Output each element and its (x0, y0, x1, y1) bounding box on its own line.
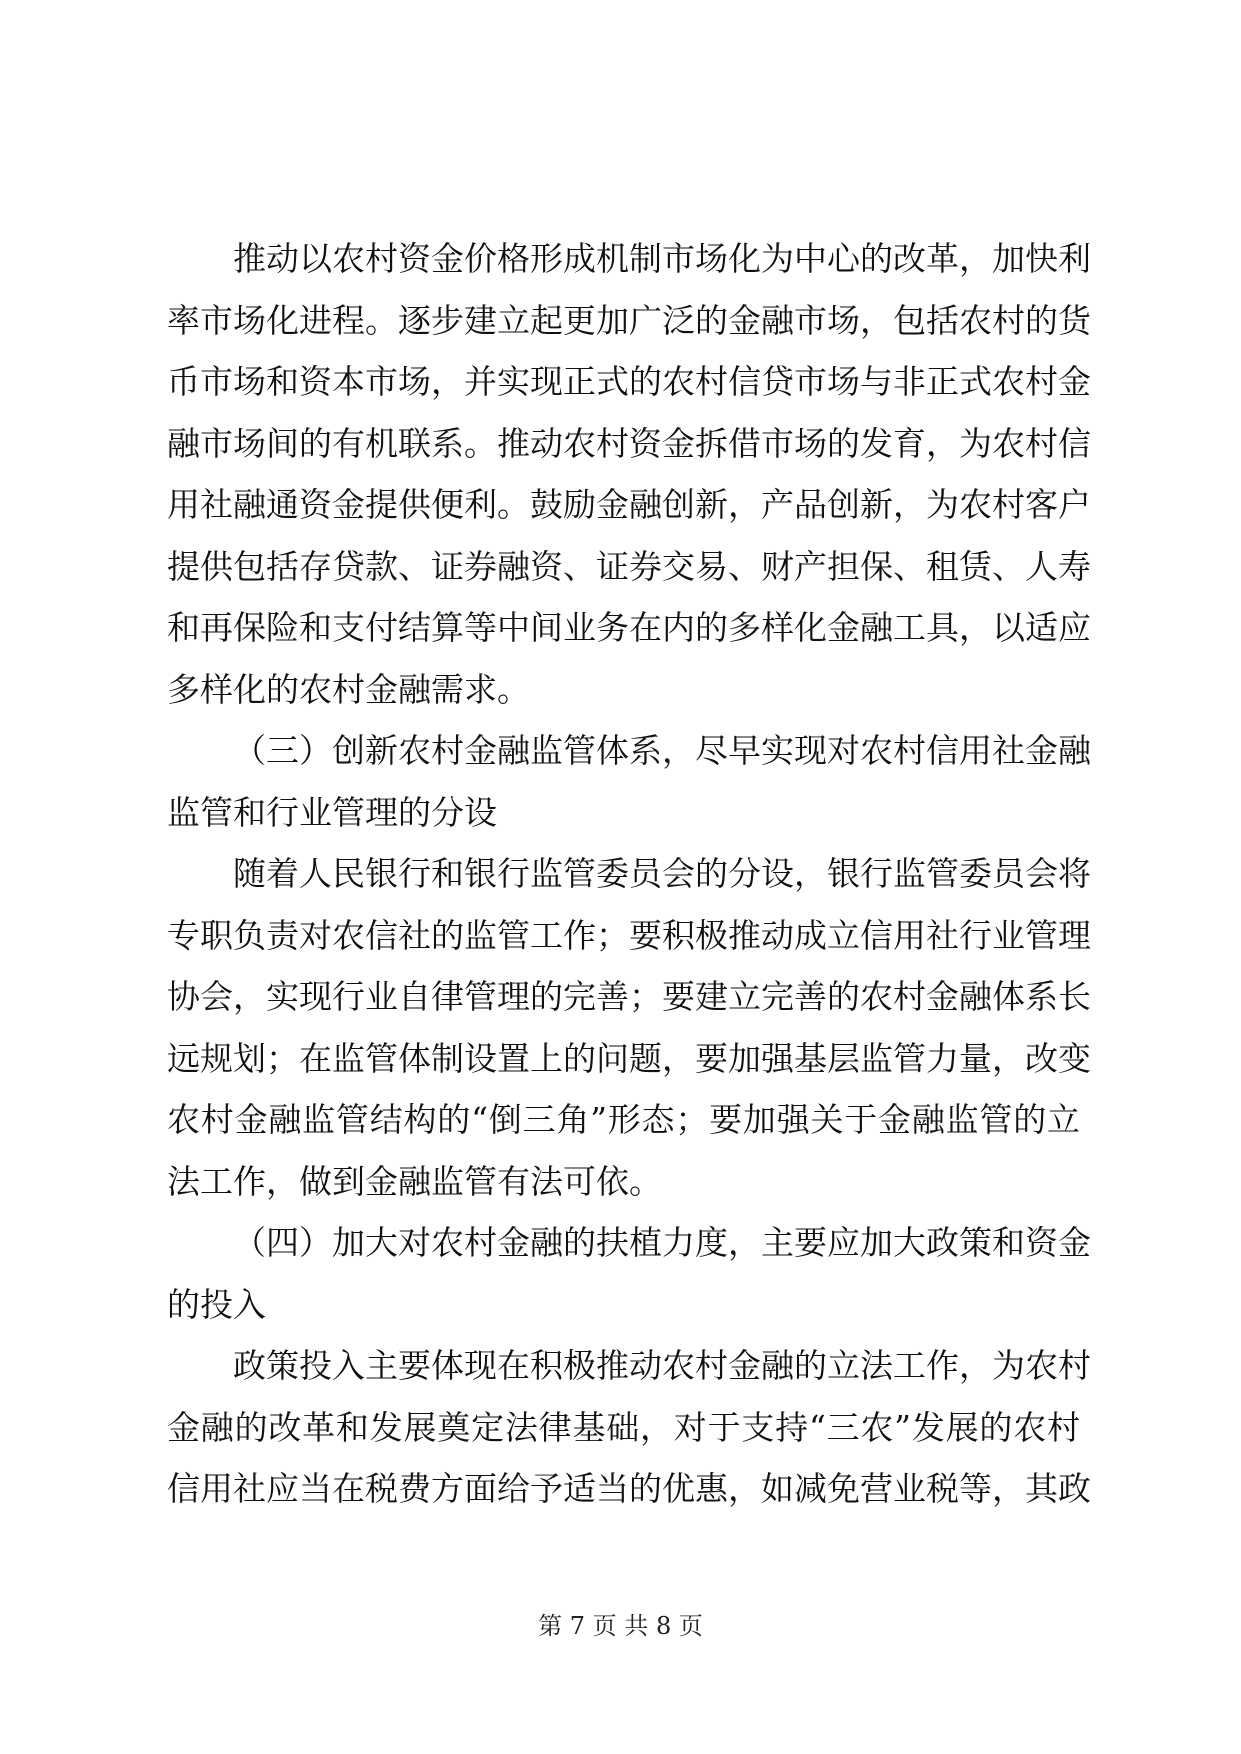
text-line: 协会，实现行业自律管理的完善；要建立完善的农村金融体系长 (167, 977, 1091, 1016)
text-line: 币市场和资本市场，并实现正式的农村信贷市场与非正式农村金 (167, 362, 1091, 401)
text-line: （四）加大对农村金融的扶植力度，主要应加大政策和资金 (233, 1223, 1091, 1262)
text-line: 政策投入主要体现在积极推动农村金融的立法工作，为农村 (233, 1346, 1091, 1385)
text-line: 监管和行业管理的分设 (167, 792, 497, 832)
text-line: 法工作，做到金融监管有法可依。 (167, 1161, 662, 1201)
text-line: 远规划；在监管体制设置上的问题，要加强基层监管力量，改变 (167, 1038, 1091, 1078)
text-line: 率市场化进程。逐步建立起更加广泛的金融市场，包括农村的货 (167, 300, 1091, 340)
text-line: 信用社应当在税费方面给予适当的优惠，如减免营业税等，其政 (167, 1469, 1091, 1508)
text-line: 推动以农村资金价格形成机制市场化为中心的改革，加快利 (233, 239, 1091, 278)
text-line: 专职负责对农信社的监管工作；要积极推动成立信用社行业管理 (167, 915, 1091, 955)
text-line: 农村金融监管结构的“倒三角”形态；要加强关于金融监管的立 (167, 1100, 1080, 1139)
text-line: 金融的改革和发展奠定法律基础，对于支持“三农”发展的农村 (167, 1407, 1080, 1447)
text-line: 多样化的农村金融需求。 (167, 669, 530, 709)
page-footer: 第 7 页 共 8 页 (538, 1612, 703, 1640)
text-line: （三）创新农村金融监管体系，尽早实现对农村信用社金融 (233, 731, 1091, 770)
document-body (167, 228, 1091, 1520)
text-line: 随着人民银行和银行监管委员会的分设，银行监管委员会将 (233, 854, 1091, 893)
text-line: 提供包括存贷款、证券融资、证券交易、财产担保、租赁、人寿 (167, 546, 1091, 586)
text-line: 用社融通资金提供便利。鼓励金融创新，产品创新，为农村客户 (167, 485, 1091, 524)
text-line: 的投入 (167, 1284, 266, 1324)
text-line: 融市场间的有机联系。推动农村资金拆借市场的发育，为农村信 (167, 423, 1091, 463)
text-line: 和再保险和支付结算等中间业务在内的多样化金融工具，以适应 (167, 608, 1091, 647)
